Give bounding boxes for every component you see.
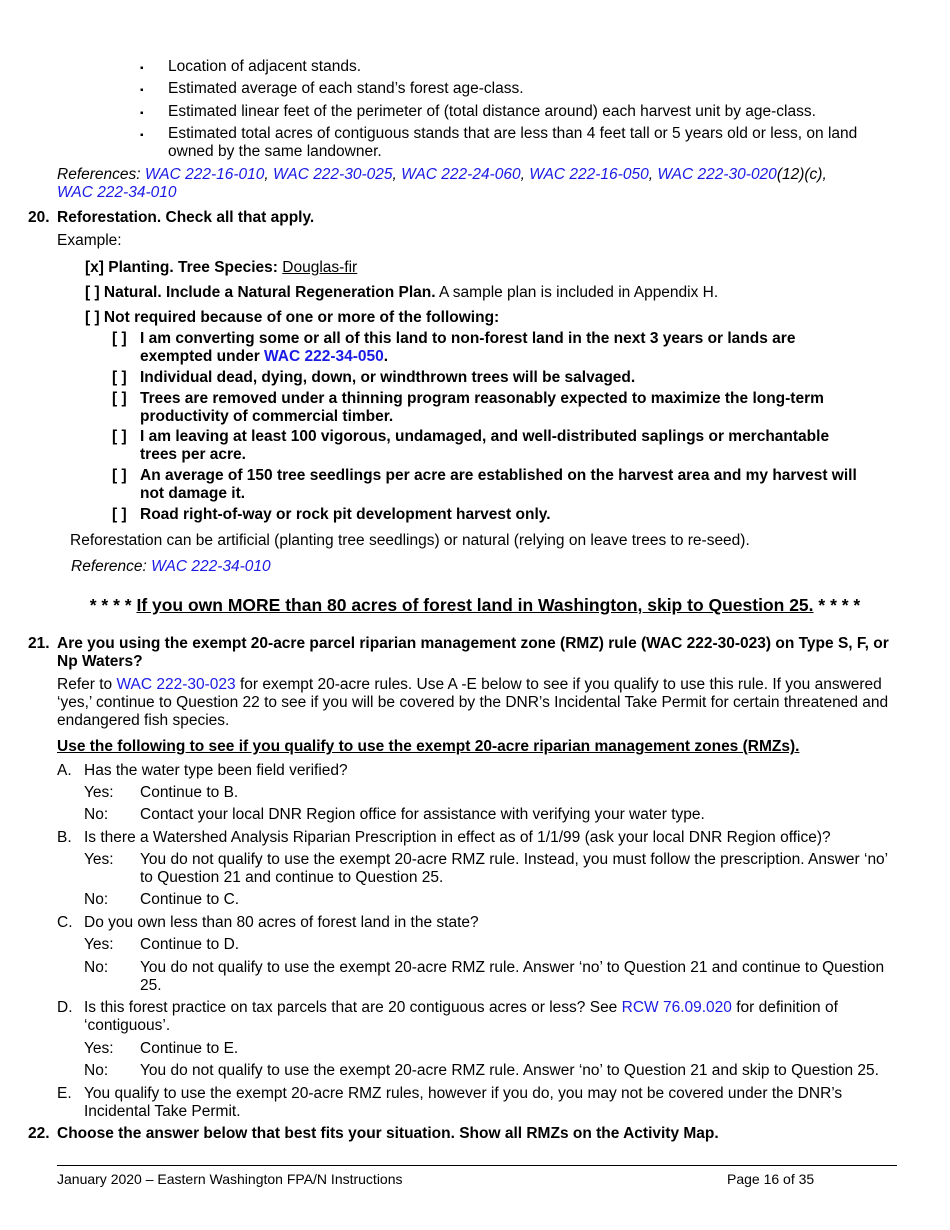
- item-label: A.: [57, 762, 72, 779]
- bullet-icon: ▪: [140, 63, 144, 74]
- checkbox[interactable]: [ ]: [112, 506, 127, 523]
- yes-label: Yes:: [84, 1040, 114, 1057]
- no-answer: Continue to C.: [140, 891, 240, 908]
- wac-link[interactable]: WAC 222-16-010: [144, 166, 265, 183]
- option-text: I am converting some or all of this land to non-forest land in the next 3 years or lands are exempted under WAC 222-34-050.: [140, 330, 796, 365]
- item-label: C.: [57, 914, 73, 931]
- example-label: Example:: [57, 232, 122, 249]
- rcw-link[interactable]: RCW 76.09.020: [621, 999, 732, 1016]
- item-label: D.: [57, 999, 73, 1016]
- yes-answer: Continue to B.: [140, 784, 239, 801]
- wac-link[interactable]: WAC 222-34-010: [57, 184, 177, 201]
- not-required-option: [ ] Not required because of one or more of the following:: [85, 309, 500, 326]
- no-label: No:: [84, 959, 109, 976]
- checkbox[interactable]: [ ]: [112, 428, 127, 445]
- option-text: An average of 150 tree seedlings per acre are established on the harvest area and my harvest will not damage it.: [140, 467, 857, 502]
- footer-title: January 2020 – Eastern Washington FPA/N Instructions: [57, 1171, 403, 1187]
- question-number: 22.: [28, 1125, 50, 1142]
- wac-link[interactable]: WAC 222-24-060: [401, 166, 521, 183]
- page-number: Page 16 of 35: [727, 1171, 815, 1187]
- list-item: Estimated total acres of contiguous stands that are less than 4 feet tall or 5 years old or less, on land owned by the same landowner.: [168, 125, 858, 160]
- yes-answer: Continue to D.: [140, 936, 240, 953]
- question-number: 21.: [28, 635, 50, 652]
- wac-link[interactable]: WAC 222-34-010: [151, 558, 271, 575]
- item-label: E.: [57, 1085, 72, 1102]
- question-number: 20.: [28, 209, 50, 226]
- list-item: Location of adjacent stands.: [168, 58, 362, 75]
- tree-species-value: Douglas-fir: [282, 259, 358, 276]
- item-question: Has the water type been field verified?: [84, 762, 348, 779]
- item-question: Is this forest practice on tax parcels that are 20 contiguous acres or less? See RCW 76.09.020 for definition of ‘contiguous’.: [84, 999, 838, 1034]
- option-text: I am leaving at least 100 vigorous, undamaged, and well-distributed saplings or merchantable trees per acre.: [140, 428, 830, 463]
- list-item: Estimated average of each stand’s forest age-class.: [168, 80, 524, 97]
- wac-link[interactable]: WAC 222-30-020: [657, 166, 777, 183]
- reforestation-note: Reforestation can be artificial (planting tree seedlings) or natural (relying on leave trees to re-seed).: [70, 532, 750, 549]
- no-answer: You do not qualify to use the exempt 20-acre RMZ rule. Answer ‘no’ to Question 21 and skip to Question 25.: [140, 1062, 879, 1079]
- question-intro: Refer to WAC 222-30-023 for exempt 20-acre rules. Use A -E below to see if you qualify to use this rule. If you answered ‘yes,’ continue to Question 22 to see if you will be covered by the DNR’s Incidental Take Permit for certain threatened and endangered fish species.: [57, 676, 889, 729]
- yes-answer: Continue to E.: [140, 1040, 239, 1057]
- skip-banner: * * * * If you own MORE than 80 acres of forest land in Washington, skip to Question 25. * * * *: [89, 595, 861, 615]
- wac-link[interactable]: WAC 222-34-050: [264, 348, 384, 365]
- qualify-heading: Use the following to see if you qualify to use the exempt 20-acre riparian management zones (RMZs).: [57, 738, 800, 755]
- checkbox[interactable]: [ ]: [112, 467, 127, 484]
- footer-divider: [57, 1165, 897, 1166]
- no-answer: You do not qualify to use the exempt 20-acre RMZ rule. Answer ‘no’ to Question 21 and continue to Question 25.: [140, 959, 885, 994]
- yes-label: Yes:: [84, 784, 114, 801]
- yes-answer: You do not qualify to use the exempt 20-acre RMZ rule. Instead, you must follow the prescription. Answer ‘no’ to Question 21 and continue to Question 25.: [140, 851, 888, 886]
- question-title: Choose the answer below that best fits your situation. Show all RMZs on the Activity Map.: [57, 1125, 719, 1142]
- reference-line: Reference: WAC 222-34-010: [71, 558, 271, 575]
- checkbox[interactable]: [ ]: [112, 369, 127, 386]
- wac-link[interactable]: WAC 222-30-023: [116, 676, 236, 693]
- checkbox[interactable]: [ ]: [112, 390, 127, 407]
- no-label: No:: [84, 891, 109, 908]
- yes-label: Yes:: [84, 936, 114, 953]
- wac-link[interactable]: WAC 222-30-025: [273, 166, 393, 183]
- item-question: Do you own less than 80 acres of forest land in the state?: [84, 914, 479, 931]
- bullet-icon: ▪: [140, 108, 144, 119]
- list-item: Estimated linear feet of the perimeter of (total distance around) each harvest unit by age-class.: [168, 103, 816, 120]
- question-title: Reforestation. Check all that apply.: [57, 209, 315, 226]
- bullet-icon: ▪: [140, 85, 144, 96]
- wac-link[interactable]: WAC 222-16-050: [529, 166, 649, 183]
- planting-option: [x] Planting. Tree Species: Douglas-fir: [85, 259, 358, 276]
- natural-option: [ ] Natural. Include a Natural Regeneration Plan. A sample plan is included in Appendix H.: [85, 284, 719, 301]
- references-line: References: WAC 222-16-010, WAC 222-30-025, WAC 222-24-060, WAC 222-16-050, WAC 222-30-020(12)(c), WAC 222-34-010: [57, 166, 827, 201]
- no-label: No:: [84, 806, 109, 823]
- option-text: Individual dead, dying, down, or windthrown trees will be salvaged.: [140, 369, 636, 386]
- option-text: Road right-of-way or rock pit development harvest only.: [140, 506, 551, 523]
- option-text: Trees are removed under a thinning program reasonably expected to maximize the long-term productivity of commercial timber.: [140, 390, 824, 425]
- checkbox[interactable]: [ ]: [112, 330, 127, 347]
- bullet-icon: ▪: [140, 130, 144, 141]
- item-question: Is there a Watershed Analysis Riparian Prescription in effect as of 1/1/99 (ask your local DNR Region office)?: [84, 829, 831, 846]
- question-title: Are you using the exempt 20-acre parcel riparian management zone (RMZ) rule (WAC 222-30-023) on Type S, F, or Np Waters?: [57, 635, 889, 670]
- item-label: B.: [57, 829, 72, 846]
- no-label: No:: [84, 1062, 109, 1079]
- item-question: You qualify to use the exempt 20-acre RMZ rules, however if you do, you may not be covered under the DNR’s Incidental Take Permit.: [84, 1085, 843, 1120]
- no-answer: Contact your local DNR Region office for assistance with verifying your water type.: [140, 806, 705, 823]
- yes-label: Yes:: [84, 851, 114, 868]
